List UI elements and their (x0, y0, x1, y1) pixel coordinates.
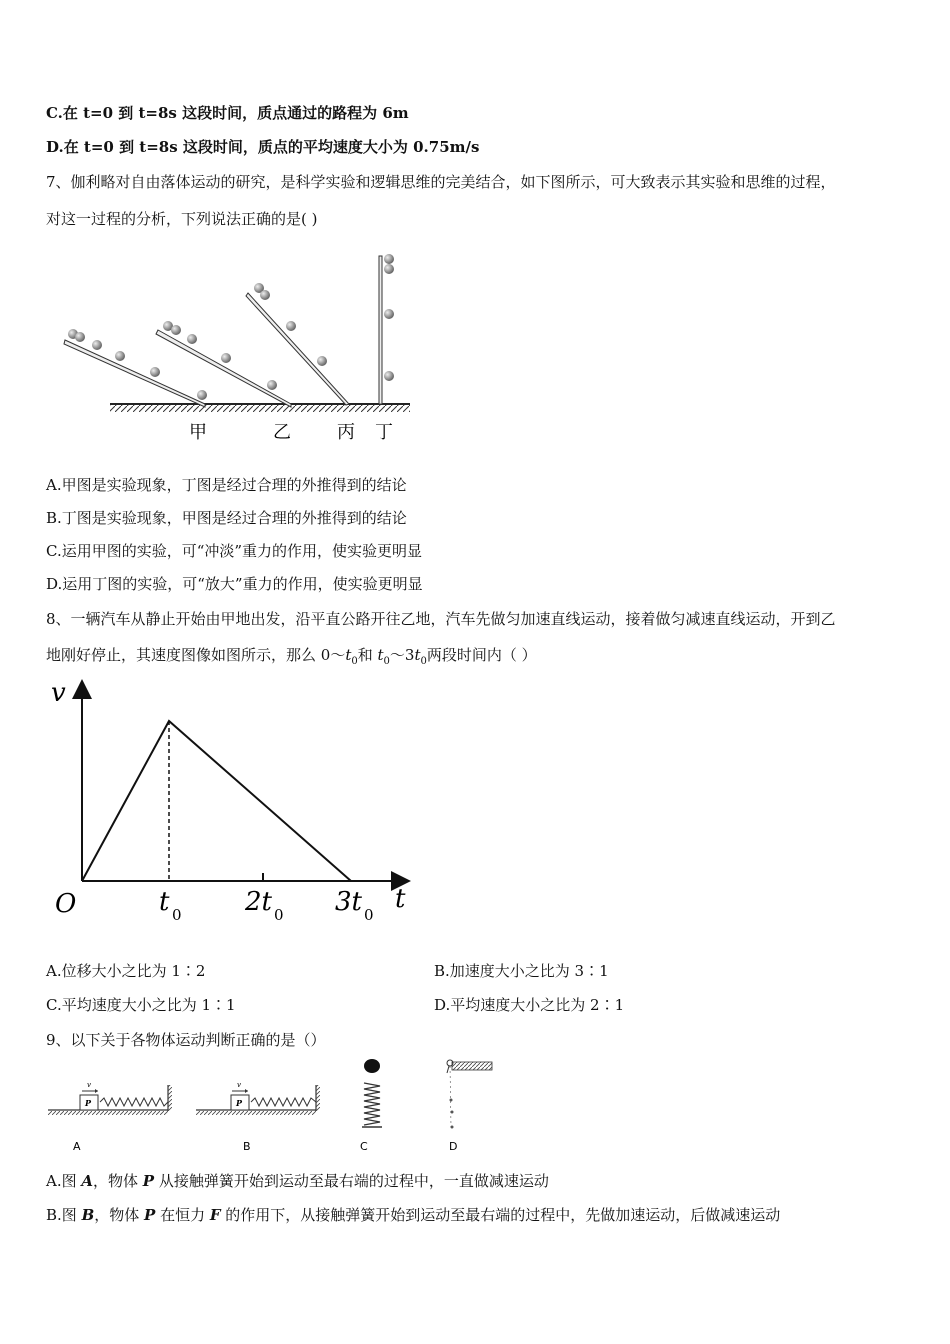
symbol-p: P (144, 1206, 156, 1224)
tick-label-sub: 0 (172, 906, 182, 924)
q7-stem-line1: 7、伽利略对自由落体运动的研究，是科学实验和逻辑思维的完美结合，如下图所示，可大致表示其实验和思维的过程， (46, 173, 836, 191)
ball (115, 351, 125, 361)
q8-stem-line1: 8、一辆汽车从静止开始由甲地出发，沿平直公路开往乙地，汽车先做匀加速直线运动，接着做匀减速直线运动，开到乙 (46, 610, 836, 628)
ball (187, 334, 197, 344)
v-label: v (87, 1081, 91, 1089)
q8-option-a: A.位移大小之比为 1∶2 (46, 962, 206, 980)
ball (260, 290, 270, 300)
t-label: t (395, 884, 406, 914)
figure-c (360, 1059, 382, 1153)
ball (171, 325, 181, 335)
incline-ding (379, 256, 382, 404)
q9-figures (44, 1055, 504, 1155)
ball (92, 340, 102, 350)
label-ding: 丁 (375, 422, 393, 443)
ball (221, 353, 231, 363)
label-yi: 乙 (273, 422, 291, 443)
q6-option-c: C.在 t=0 到 t=8s 这段时间，质点通过的路程为 6m (46, 104, 409, 122)
symbol-p: P (142, 1172, 155, 1190)
ball (267, 380, 277, 390)
ball (286, 321, 296, 331)
q7-option-b: B.丁图是实验现象，甲图是经过合理的外推得到的结论 (46, 509, 407, 527)
origin-label: O (55, 889, 77, 919)
ball (384, 309, 394, 319)
q8-option-d: D.平均速度大小之比为 2∶1 (434, 996, 625, 1014)
ball (197, 390, 207, 400)
q7-option-c: C.运用甲图的实验，可“冲淡”重力的作用，使实验更明显 (46, 542, 423, 560)
subscript: 0 (420, 656, 427, 667)
q8-option-c: C.平均速度大小之比为 1∶1 (46, 996, 236, 1014)
velocity-curve (82, 721, 351, 881)
label-bing: 丙 (337, 422, 355, 443)
tick-label-3t0: 3t (335, 887, 362, 917)
fig-ref: A (81, 1172, 94, 1190)
symbol-f: F (209, 1206, 221, 1224)
q7-stem-line2: 对这一过程的分析，下列说法正确的是( ) (46, 210, 318, 228)
fig-ref: B (81, 1206, 95, 1224)
label-jia: 甲 (189, 422, 207, 443)
q7-option-d: D.运用丁图的实验，可“放大”重力的作用，使实验更明显 (46, 575, 423, 593)
ball (150, 367, 160, 377)
tick-label-2t0: 2t (245, 887, 272, 917)
text-part: 从接触弹簧开始到运动至最右端的过程中，一直做减速运动 (154, 1172, 549, 1190)
velocity-time-graph (45, 675, 425, 935)
q8-stem-part: 和 (357, 646, 378, 664)
incline-yi (156, 330, 291, 407)
figure-b (196, 1081, 320, 1153)
figure-d (447, 1060, 492, 1153)
tick-label-sub: 0 (364, 906, 374, 924)
q6-option-d: D.在 t=0 到 t=8s 这段时间，质点的平均速度大小为 0.75m/s (46, 138, 480, 156)
t-symbol: t (377, 646, 384, 664)
p-label: P (236, 1098, 243, 1108)
q9-stem: 9、以下关于各物体运动判断正确的是（） (46, 1031, 326, 1049)
subscript: 0 (351, 656, 358, 667)
text-part: B.图 (46, 1206, 82, 1224)
ball (384, 371, 394, 381)
fig-label-d: D (449, 1140, 458, 1153)
tick-label-sub: 0 (274, 906, 284, 924)
q8-stem-part: ～3 (389, 646, 415, 664)
text-part: ，物体 (93, 1172, 143, 1190)
text-part: 的作用下，从接触弹簧开始到运动至最右端的过程中，先做加速运动，后做减速运动 (220, 1206, 781, 1224)
q9-option-a (46, 1171, 549, 1191)
figure-a (48, 1081, 172, 1153)
text-part: ，物体 (94, 1206, 145, 1224)
p-label: P (85, 1098, 92, 1108)
fig-label-a: A (73, 1140, 81, 1153)
galileo-incline-figure (55, 250, 425, 450)
fig-label-c: C (360, 1140, 368, 1153)
ball (317, 356, 327, 366)
fig-label-b: B (243, 1140, 251, 1153)
ground-hatch (110, 405, 410, 412)
t-symbol: t (345, 646, 352, 664)
subscript: 0 (383, 656, 390, 667)
ball (75, 332, 85, 342)
t-symbol: t (414, 646, 421, 664)
tick-label-t0: t (159, 887, 170, 917)
q8-stem-part: 两段时间内（ ） (426, 646, 537, 664)
text-part: 在恒力 (155, 1206, 210, 1224)
text-part: A.图 (46, 1172, 82, 1190)
q8-option-b: B.加速度大小之比为 3∶1 (434, 962, 609, 980)
v-label: v (237, 1081, 241, 1089)
ball (384, 264, 394, 274)
q8-stem-part: 地刚好停止，其速度图像如图所示，那么 0～ (46, 646, 346, 664)
q9-option-b (46, 1205, 780, 1225)
v-label: v (51, 678, 66, 708)
q7-option-a: A.甲图是实验现象，丁图是经过合理的外推得到的结论 (46, 476, 407, 494)
ball (384, 254, 394, 264)
incline-jia (64, 340, 205, 407)
q8-stem-line2 (46, 645, 537, 672)
